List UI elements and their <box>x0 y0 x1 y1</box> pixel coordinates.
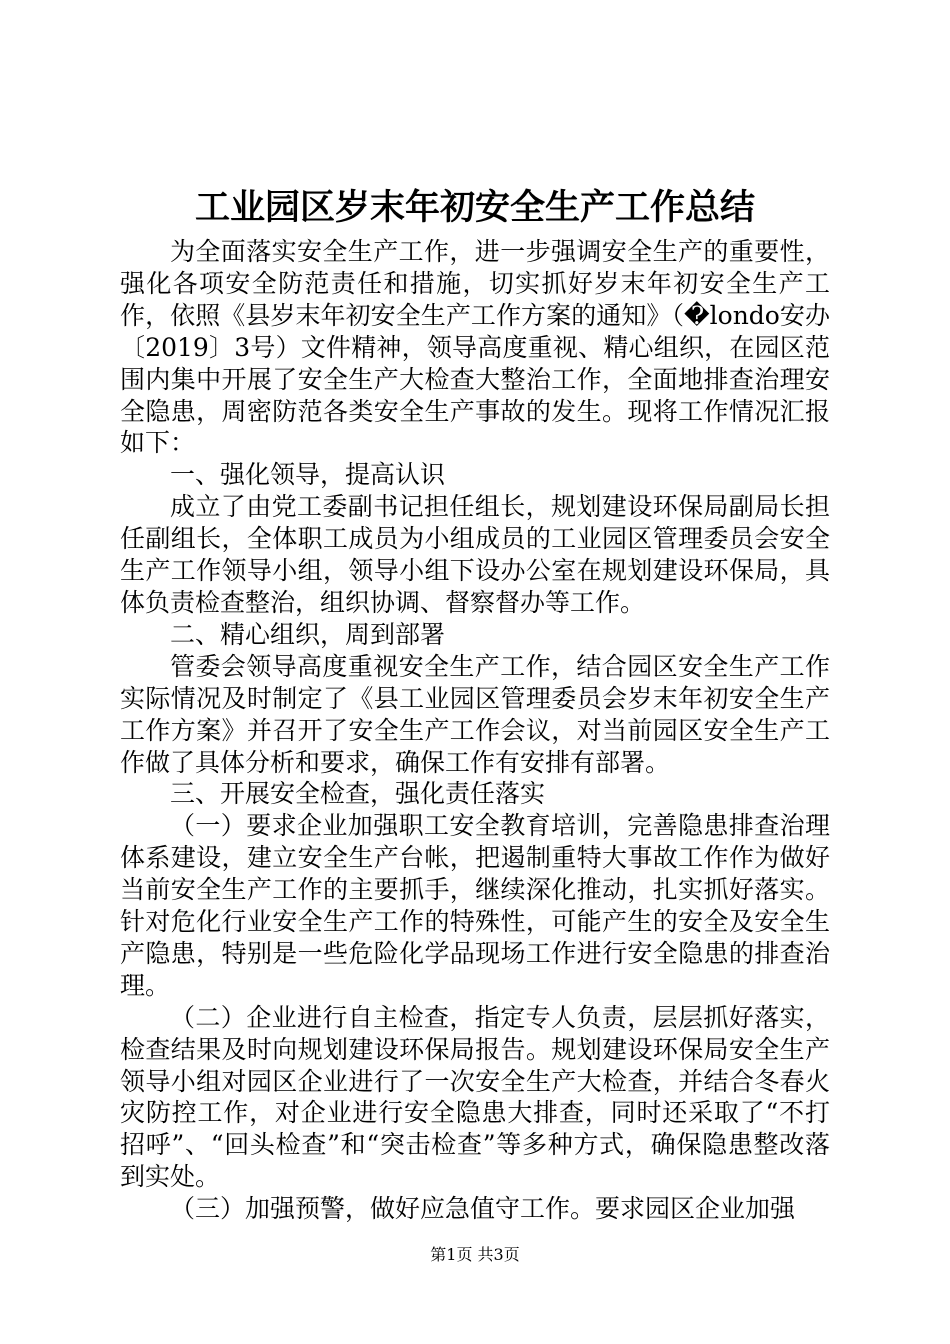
intro-paragraph: 为全面落实安全生产工作，进一步强调安全生产的重要性，强化各项安全防范责任和措施，切实抓好岁末年初安全生产工作，依照《县岁末年初安全生产工作方案的通知》（�londo安办〔2019〕3号）文件精神，领导高度重视、精心组织，在园区范围内集中开展了安全生产大检查大整治工作，全面地排查治理安全隐患，周密防范各类安全生产事故的发生。现将工作情况汇报如下： <box>120 237 830 458</box>
section-3-item-1: （一）要求企业加强职工安全教育培训，完善隐患排查治理体系建设，建立安全生产台帐，把遏制重特大事故工作作为做好当前安全生产工作的主要抓手，继续深化推动，扎实抓好落实。针对危化行业安全生产工作的特殊性，可能产生的安全及安全生产隐患，特别是一些危险化学品现场工作进行安全隐患的排查治理。 <box>120 811 830 1000</box>
document-title: 工业园区岁末年初安全生产工作总结 <box>194 187 755 228</box>
page-number-footer: 第1页 共3页 <box>430 1245 520 1264</box>
section-3-item-2: （二）企业进行自主检查，指定专人负责，层层抓好落实，检查结果及时向规划建设环保局报告。规划建设环保局安全生产领导小组对园区企业进行了一次安全生产大检查，并结合冬春火灾防控工作，对企业进行安全隐患大排查，同时还采取了“不打招呼”、“回头检查”和“突击检查”等多种方式，确保隐患整改落到实处。 <box>120 1002 830 1192</box>
section-2-paragraph: 管委会领导高度重视安全生产工作，结合园区安全生产工作实际情况及时制定了《县工业园区管理委员会岁末年初安全生产工作方案》并召开了安全生产工作会议，对当前园区安全生产工作做了具体分析和要求，确保工作有安排有部署。 <box>120 651 830 777</box>
document-body <box>120 236 830 1225</box>
section-3-item-3: （三）加强预警，做好应急值守工作。要求园区企业加强 <box>170 1194 796 1224</box>
section-1-paragraph: 成立了由党工委副书记担任组长，规划建设环保局副局长担任副组长，全体职工成员为小组成员的工业园区管理委员会安全生产工作领导小组，领导小组下设办公室在规划建设环保局，具体负责检查整治，组织协调、督察督办等工作。 <box>120 492 830 617</box>
section-heading-3: 三、开展安全检查，强化责任落实 <box>170 779 546 809</box>
section-heading-2: 二、精心组织，周到部署 <box>170 619 446 649</box>
section-heading-1: 一、强化领导，提高认识 <box>170 460 446 490</box>
